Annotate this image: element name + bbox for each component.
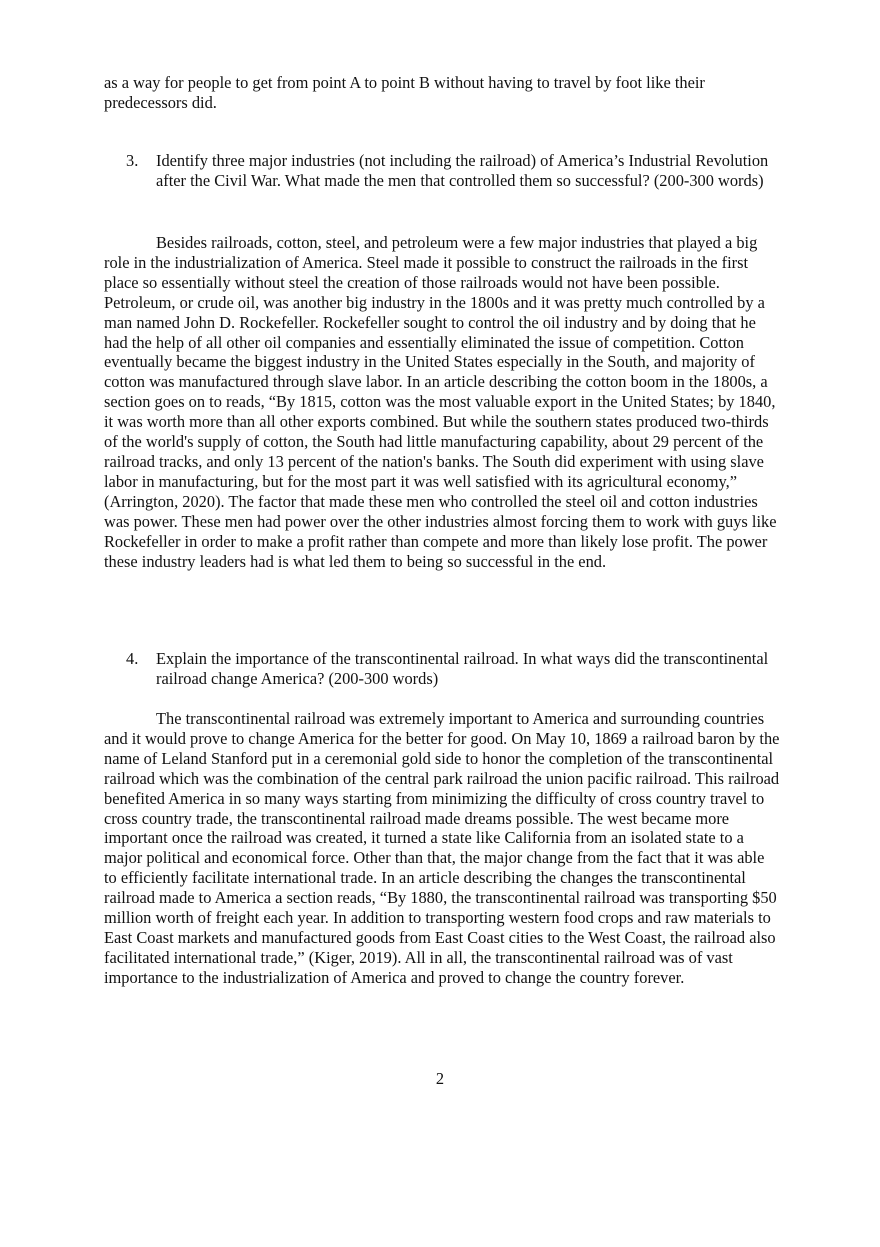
question-4 <box>104 649 780 689</box>
page-number: 2 <box>435 1069 445 1088</box>
question-4-text: Explain the importance of the transcontinental railroad. In what ways did the transcontinental railroad change America? (200-300 words) <box>156 649 769 688</box>
answer-4-paragraph: The transcontinental railroad was extremely important to America and surrounding countries and it would prove to change America for the better for good. On May 10, 1869 a railroad baron by the name of Leland Stanford put in a ceremonial gold side to honor the completion of the transcontinental railroad which was the combination of the central park railroad the union pacific railroad. This railroad benefited America in so many ways starting from minimizing the difficulty of cross country travel to cross country trade, the transcontinental railroad made dreams possible. The west became more important once the railroad was created, it turned a state like California from an isolated state to a major political and economical force. Other than that, the major change from the fact that it was able to efficiently facilitate international trade. In an article describing the changes the transcontinental railroad made to America a section reads, “By 1880, the transcontinental railroad was transporting $50 million worth of freight each year. In addition to transporting western food crops and raw materials to East Coast markets and manufactured goods from East Coast cities to the West Coast, the railroad also facilitated international trade,” (Kiger, 2019). All in all, the transcontinental railroad was of vast importance to the industrialization of America and proved to change the country forever. <box>104 709 780 987</box>
answer-3-paragraph: Besides railroads, cotton, steel, and petroleum were a few major industries that played a big role in the industrialization of America. Steel made it possible to construct the railroads in the first place so essentially without steel the creation of those railroads would not have been possible. Petroleum, or crude oil, was another big industry in the 1800s and it was pretty much controlled by a man named John D. Rockefeller. Rockefeller sought to control the oil industry and by doing that he had the help of all other oil companies and essentially eliminated the issue of competition. Cotton eventually became the biggest industry in the United States especially in the South, and majority of cotton was manufactured through slave labor. In an article describing the cotton boom in the 1800s, a section goes on to reads, “By 1815, cotton was the most valuable export in the United States; by 1840, it was worth more than all other exports combined. But while the southern states produced two-thirds of the world's supply of cotton, the South had little manufacturing capability, about 29 percent of the railroad tracks, and only 13 percent of the nation's banks. The South did experiment with using slave labor in manufacturing, but for the most part it was well satisfied with its agricultural economy,” (Arrington, 2020). The factor that made these men who controlled the steel oil and cotton industries was power. These men had power over the other industries almost forcing them to work with guys like Rockefeller in order to make a profit rather than compete and more than likely lose profit. The power these industry leaders had is what led them to being so successful in the end. <box>104 233 777 571</box>
question-3 <box>104 151 780 191</box>
question-3-text: Identify three major industries (not including the railroad) of America’s Industrial Revolution after the Civil War. What made the men that controlled them so successful? (200-300 words) <box>156 151 769 190</box>
question-3-number: 3. <box>126 151 139 170</box>
question-4-number: 4. <box>126 649 139 668</box>
intro-paragraph: as a way for people to get from point A to point B without having to travel by foot like their predecessors did. <box>104 73 705 112</box>
